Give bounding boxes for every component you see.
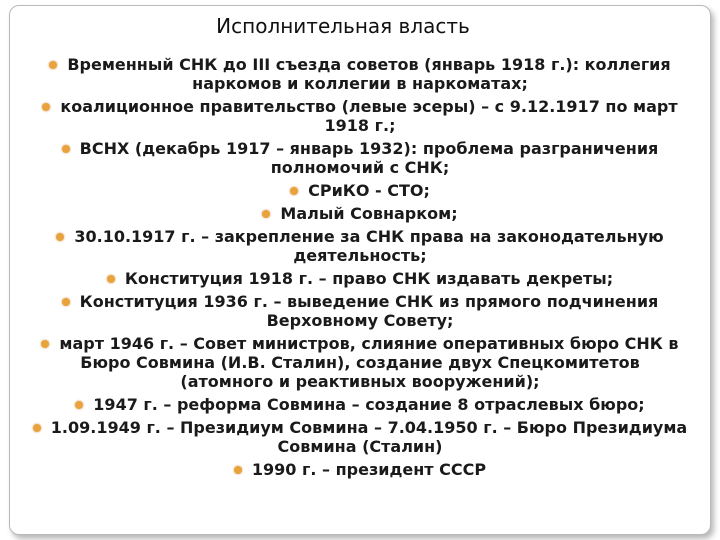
list-item-text: март 1946 г. – Совет министров, слияние оперативных бюро СНК в [59, 334, 679, 353]
list-item-text: СРиКО - СТО; [308, 181, 430, 200]
bullet-icon [41, 340, 49, 348]
list-item [16, 139, 704, 177]
list-item-text: Временный СНК до III съезда советов (январь 1918 г.): коллегия [67, 55, 671, 74]
bullet-icon [49, 61, 57, 69]
list-item-text: ВСНХ (декабрь 1917 – январь 1932): проблема разграничения [79, 139, 659, 158]
list-item-text: деятельность; [293, 246, 427, 265]
bullet-list [16, 55, 704, 483]
list-item-text: 1947 г. – реформа Совмина – создание 8 отраслевых бюро; [93, 395, 645, 414]
bullet-icon [56, 233, 64, 241]
list-item-text: 1918 г.; [324, 116, 396, 135]
list-item-text: Конституция 1918 г. – право СНК издавать декреты; [124, 269, 614, 288]
bullet-icon [42, 103, 50, 111]
list-item-text: Бюро Совмина (И.В. Сталин), создание двух Спецкомитетов [80, 353, 640, 372]
bullet-icon [107, 275, 115, 283]
list-item-text: 1990 г. – президент СССР [251, 460, 487, 479]
list-item-text: полномочий с СНК; [270, 158, 450, 177]
list-item [16, 418, 704, 456]
list-item-text: 30.10.1917 г. – закрепление за СНК права на законодательную [74, 227, 664, 246]
list-item [16, 292, 704, 330]
list-item-text: Конституция 1936 г. – выведение СНК из прямого подчинения [79, 292, 659, 311]
list-item-text: наркомов и коллегии в наркоматах; [192, 74, 528, 93]
list-item [16, 97, 704, 135]
bullet-icon [33, 424, 41, 432]
list-item-text: Совмина (Сталин) [277, 437, 443, 456]
bullet-icon [62, 145, 70, 153]
list-item [16, 334, 704, 391]
list-item [16, 55, 704, 93]
list-item [16, 395, 704, 414]
list-item [16, 460, 704, 479]
bullet-icon [75, 401, 83, 409]
bullet-icon [290, 187, 298, 195]
list-item-text: Малый Совнарком; [280, 204, 458, 223]
list-item [16, 204, 704, 223]
list-item-text: 1.09.1949 г. – Президиум Совмина – 7.04.1950 г. – Бюро Президиума [50, 418, 688, 437]
bullet-icon [62, 298, 70, 306]
list-item [16, 181, 704, 200]
list-item-text: (атомного и реактивных вооружений); [180, 372, 540, 391]
list-item [16, 227, 704, 265]
list-item-text: Верховному Совету; [266, 311, 454, 330]
bullet-icon [234, 466, 242, 474]
bullet-icon [262, 210, 270, 218]
slide-title: Исполнительная власть [216, 14, 470, 38]
list-item-text: коалиционное правительство (левые эсеры) – с 9.12.1917 по март [60, 97, 678, 116]
list-item [16, 269, 704, 288]
